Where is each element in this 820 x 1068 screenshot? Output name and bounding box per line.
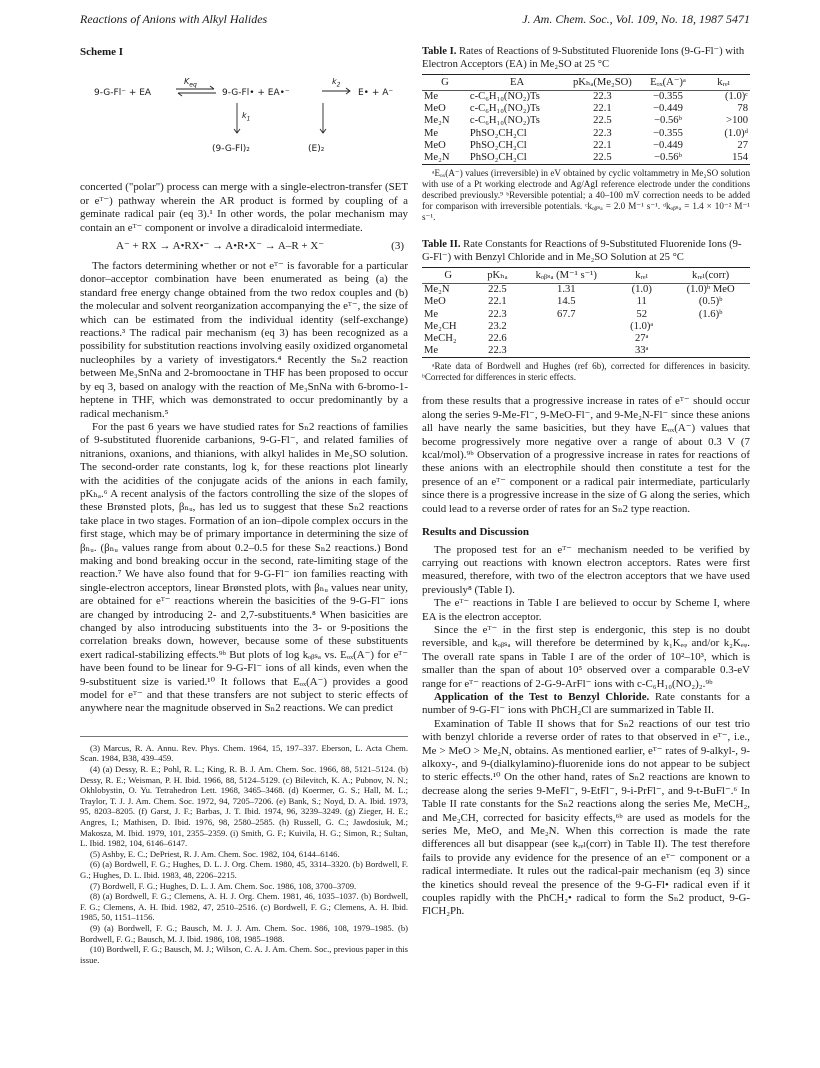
table-row: [422, 103, 750, 115]
table-cell: c-C₆H₁₀(NO₂)Ts: [469, 91, 540, 102]
table-2-caption-text: Rate Constants for Reactions of 9-Substituted Fluorenide Ions (9-G-Fl⁻) with Benzyl Chloride and in Me₂SO Solution at 25 °C: [422, 239, 742, 264]
table-cell: PhSO₂CH₂Cl: [469, 127, 527, 139]
table-cell: Me: [424, 91, 439, 102]
table-cell: c-C₆H₁₀(NO₂)Ts: [469, 103, 540, 115]
table-cell: c-C₆H₁₀(NO₂)Ts: [469, 115, 540, 127]
scheme-products: E• + A⁻: [358, 88, 394, 99]
paragraph-1: concerted ("polar") process can merge with a single-electron-transfer (SET or eᵀ⁻) pathway wherein the AR product is formed by coupling of a geminate radical pair (eq 3).¹ In other words, the polar mechanism may contain an eᵀ⁻ component or involve a diradicaloid intermediate.: [80, 181, 408, 234]
left-column: [80, 46, 408, 965]
paragraph-r5: [422, 691, 750, 718]
table-row: [422, 309, 750, 321]
table-cell: (1.0)ᵈ: [724, 127, 748, 139]
table-cell: −0.355: [653, 91, 683, 102]
reference-7: (7) Bordwell, F. G.; Hughes, D. L. J. Am. Chem. Soc. 1986, 108, 3700–3709.: [90, 880, 357, 891]
table-cell: [671, 321, 750, 333]
section-heading-results: Results and Discussion: [422, 526, 529, 539]
scheme-k1-label: $k_1$: [242, 111, 251, 123]
table-cell: MeO: [424, 139, 446, 151]
table-1-header-g: G: [422, 74, 468, 90]
paragraph-r5-text: Rate constants for a number of 9-G-Fl⁻ ions with PhCH₂Cl are summarized in Table II.: [422, 690, 750, 717]
table-cell: [520, 333, 612, 345]
table-cell: (1.0): [631, 284, 652, 296]
table-1-footnotes: ᵃEₒₓ(A⁻) values (irreversible) in eV obtained by cyclic voltammetry in Me₂SO solution with use of a Pt working electrode and Ag/AgI reference electrode under the conditions described previously.⁹ ᵇReversible potential; a 40–100 mV correction needs to be added for comparison with irreversible potentials. ᶜkₒᵦₛₐ = 2.0 M⁻¹ s⁻¹. ᵈkₒᵦₛₐ = 1.4 × 10⁻² M⁻¹ s⁻¹.: [422, 168, 750, 223]
scheme-k2-label: $k_2$: [332, 77, 341, 89]
table-cell: 154: [697, 152, 750, 165]
table-row: [422, 333, 750, 345]
scheme-intermediate: 9-G-Fl• + EA•⁻: [222, 88, 290, 99]
scheme-title: Scheme I: [80, 46, 124, 58]
table-cell: 22.3: [593, 91, 612, 102]
table-1-header-ea: EA: [468, 74, 566, 90]
table-2-label: Table II.: [422, 239, 461, 251]
table-cell: Me₂CH: [424, 320, 457, 332]
table-row: [422, 345, 750, 358]
table-cell: 22.3: [593, 127, 612, 139]
table-cell: Me₂N: [424, 284, 450, 296]
table-cell: Me₂N: [424, 115, 450, 127]
references: [80, 736, 408, 965]
table-cell: [520, 321, 612, 333]
paragraph-2: The factors determining whether or not eᵀ⁻ is favorable for a particular donor–acceptor combination have been enumerated as being (a) the standard free energy change obtained from the two redox couples and (b) the molecular and solvent reorganization accompanying the eᵀ⁻, the size of which can be estimated from the individual identity (self-exchange) reactions.³ The radical pair mechanism (eq 3) has been recognized as a possibility for substitution reactions involving easily oxidized organometal nucleophiles by a variety of investigators.⁴ Recently the Sₙ2 reaction between Me₃SnNa and 2-bromooctane in THF has been proposed to occur by eq 3, based on analogy with the reaction of Me₃SnNa with 6-bromo-1-heptene in THF, which was demonstrated to occur predominantly by a radical mechanism.⁵: [80, 260, 408, 420]
equation-3-number: (3): [391, 240, 404, 253]
table-row: [422, 140, 750, 152]
paragraph-r3: The eᵀ⁻ reactions in Table I are believed to occur by Scheme I, where EA is the electron acceptor.: [422, 597, 750, 623]
table-1-header-pkha: pKₕₐ(Me₂SO): [566, 74, 638, 90]
table-1-header-eox: Eₒₓ(A⁻)ᵃ: [638, 74, 697, 90]
paragraph-r4: Since the eᵀ⁻ in the first step is endergonic, this step is no doubt reversible, and kₒᵦₛₐ will therefore be determined by k₁Kₑᵩ and/or k₂Kₑᵩ. The overall rate spans in Table I are of the order of 10²–10³, which is smaller than the span of about 10⁵ observed over a comparable 0.3-eV range for eᵀ⁻ reactions of 2-G-9-ArFl⁻ ions with c-C₆H₁₀(NO₂)₂.⁹ᵇ: [422, 623, 750, 690]
table-2-header-kobsd: kₒᵦₛₐ (M⁻¹ s⁻¹): [520, 267, 612, 283]
down-arrow-dimer-icon: [318, 101, 328, 137]
table-cell: 22.3: [488, 308, 507, 320]
table-2-header-krel-corr: kᵣₑₗ(corr): [671, 267, 750, 283]
table-row: [422, 284, 750, 297]
table-cell: [671, 333, 750, 345]
table-row: [422, 296, 750, 308]
reference-9: (9) (a) Bordwell, F. G.; Bausch, M. J. J. Am. Chem. Soc. 1986, 108, 1979–1985. (b) Bordwell, F. G.; Bausch, M. J. Ibid. 1986, 108, 1985–1988.: [80, 922, 408, 944]
table-cell: 27ᵃ: [634, 333, 649, 345]
table-1-caption: [422, 46, 750, 72]
table-2-caption: [422, 239, 750, 265]
table-cell: >100: [726, 115, 748, 127]
table-row: [422, 128, 750, 140]
reference-3: (3) Marcus, R. A. Annu. Rev. Phys. Chem. 1964, 15, 197–337. Eberson, L. Acta Chem. Scan. 1984, B38, 439–459.: [80, 742, 408, 764]
table-cell: MeCH₂: [424, 333, 457, 345]
table-cell: −0.56ᵇ: [654, 115, 682, 127]
scheme-reactants: 9-G-Fl⁻ + EA: [94, 88, 152, 99]
table-2: [422, 267, 750, 359]
table-cell: 22.1: [488, 296, 507, 308]
table-row: [422, 115, 750, 127]
reference-8: (8) (a) Bordwell, F. G.; Clemens, A. H. J. Org. Chem. 1981, 46, 1035–1037. (b) Bordwell, F. G.; Clemens, A. H. Ibid. 1982, 47, 2510–2516. (c) Bordwell, F. G.; Clemens, A. H. Ibid. 1985, 50, 1151–1156.: [80, 891, 408, 923]
paragraph-r2: The proposed test for an eᵀ⁻ mechanism needed to be verified by carrying out reactions with known electron acceptors. Rates were first measured, therefore, with two of the electron acceptors that we have used previously⁸ (Table I).: [422, 543, 750, 596]
table-cell: MeO: [424, 296, 446, 308]
table-cell: 1.31: [557, 284, 576, 296]
table-row: [422, 91, 750, 104]
table-cell: −0.355: [653, 127, 683, 139]
table-1-header-krel: kᵣₑₗ: [697, 74, 750, 90]
paragraph-r6: Examination of Table II shows that for Sₙ2 reactions of our test trio with benzyl chloride a reverse order of rates to that observed in eᵀ⁻, i.e., Me > MeO > Me₂N, obtains. As mentioned earlier, eᵀ⁻ rates of 9-alkyl-, 9-alkoxy-, and 9-(dialkylamino)-fluorenide ions do not appear to be subject to steric effects.¹⁰ On the other hand, rates of Sₙ2 reactions are known to decrease along the series 9-MeFl⁻, 9-EtFl⁻, 9-i-PrFl⁻, and 9-t-BuFl⁻.⁶ In Table II rate constants for the Sₙ2 reactions along the series Me, MeCH₂, and Me₂CH, corrected for basicity effects,⁶ᵇ are used as models for the series Me, MeO, and Me₂N. When this correction is made the rate differences all but disappear (see kᵣₑₗ(corr) in Table II). The test therefore fails to provide any evidence for the presence of an eᵀ⁻ component or a radical intermediate. It rules out the radical-pair mechanism (eq 3) since the kinetics should reveal the presence of the 9-G-Fl• radical even if it couples rapidly with the PhCH₂• radical to form the Sₙ2 product, 9-G-FlCH₂Ph.: [422, 717, 750, 918]
paragraph-3: For the past 6 years we have studied rates for Sₙ2 reactions of families of 9-substituted fluorenide carbanions, 9-G-Fl⁻, and related families of nitranions, oxanions, and thianions, with alkyl halides in Me₂SO solution. The second-order rate constants, log k, for these reactions plot linearly with the acidities of the conjugate acids of the anions in each family, pKₕₐ.⁶ A recent analysis of the factors controlling the size of the slopes of these Brønsted plots, βₙᵤ, has led us to suggest that these Sₙ2 reactions take place in two stages. Formation of an ion–dipole complex occurs in the first stage, which may be of primary importance in determining the size of βₙᵤ. (βₙᵤ values range from about 0.2–0.5 for these Sₙ2 reactions.) Bond making and bond breaking occur in the second, rate-limiting stage of the reaction.⁷ We have also found that for 9-G-Fl⁻ ion families reacting with single-electron acceptors, linear Brønsted plots, with βₙᵤ values near unity, are obtained for eᵀ⁻ reactions wherein the basicities of the 9-G-Fl⁻ ions are changed by introducing 2- and 2,7-substituents.⁸ When basicities are changed by also introducing substituents into the 3- or 9-positions the correlation breaks down, however, because some of these substituents exert radical-stabilizing effects.⁹ᵇ But plots of log kₒᵦₛₐ vs. Eₒₓ(A⁻) for eᵀ⁻ have been found to be linear for 9-G-Fl⁻ ions of all kinds, even when the 9-substituent size is varied.¹⁰ It follows that Eₒₓ(A⁻) provides a good model for eᵀ⁻ and that these transfers are not subject to steric effects of anywhere near the magnitude observed in Sₙ2 reactions. We can predict: [80, 420, 408, 715]
reference-4: (4) (a) Dessy, R. E.; Pohl, R. L.; King, R. B. J. Am. Chem. Soc. 1966, 88, 5121–5124. (b) Dessy, R. E.; Weisman, P. H. Ibid. 1966, 88, 5124–5129. (c) Bilevitch, K. A.; Pubnov, N. N.; Okhlobystin, O. Yu. Tetrahedron Lett. 1968, 3465–3468. (d) Koermer, G. S.; Hall, M. L.; Traylor, T. J. J. Am. Chem. Soc. 1972, 94, 7205–7206. (e) Bank, S.; Noyd, D. A. Ibid. 1973, 95, 8203–8205. (f) Garst, J. F.; Barbas, J. T. Ibid. 1974, 96, 3239–3249. (g) Zieger, H. E.; Angres, I.; Mathisen, D. Ibid. 1976, 98, 2580–2585. (h) Russell, G. C.; Jawdosiuk, M.; Makosza, M. Ibid. 1979, 101, 2355–2359. (i) Smith, G. F.; Kuivila, H. G.; Simon, R.; Sultan, L. Ibid. 1982, 104, 6146–6147.: [80, 764, 408, 849]
table-cell: (1.0)ᶜ: [724, 91, 748, 102]
table-cell: 22.5: [566, 152, 638, 165]
table-cell: (0.5)ᵇ: [698, 296, 723, 308]
table-1: [422, 74, 750, 166]
table-cell: 22.1: [593, 103, 612, 115]
table-cell: 78: [737, 103, 748, 115]
table-cell: Me: [424, 308, 439, 320]
equation-3-expression: A⁻ + RX → A•RX•⁻ → A•R•X⁻ → A–R + X⁻: [116, 240, 325, 253]
table-cell: 27: [737, 139, 748, 151]
table-2-header-g: G: [422, 267, 474, 283]
table-cell: Me: [424, 127, 439, 139]
down-arrow-k1-icon: [232, 101, 242, 137]
table-2-footnotes: ᵃRate data of Bordwell and Hughes (ref 6b), corrected for differences in basicity. ᵇCorrected for differences in steric effects.: [422, 361, 750, 383]
table-cell: 52: [636, 308, 648, 320]
header-article-title: Reactions of Anions with Alkyl Halides: [80, 12, 268, 26]
table-cell: 22.5: [488, 284, 507, 296]
table-cell: (1.0)ᵇ MeO: [686, 284, 735, 296]
table-row: [422, 321, 750, 333]
table-cell: Me: [422, 345, 474, 358]
table-cell: PhSO₂CH₂Cl: [469, 139, 527, 151]
header-journal-citation: J. Am. Chem. Soc., Vol. 109, No. 18, 1987 5471: [522, 12, 750, 26]
table-2-header-pkha: pKₕₐ: [474, 267, 520, 283]
paragraph-r5-heading: Application of the Test to Benzyl Chloride.: [434, 690, 650, 703]
table-cell: 22.1: [593, 139, 612, 151]
reference-6: (6) (a) Bordwell, F. G.; Hughes, D. L. J. Org. Chem. 1980, 45, 3314–3320. (b) Bordwell, F. G.; Hughes, D. L. Ibid. 1983, 48, 2206–2215.: [80, 859, 408, 880]
table-cell: 22.6: [488, 333, 507, 345]
scheme-keq-label: $K_{eq}$: [184, 77, 197, 89]
table-cell: Me₂N: [422, 152, 468, 165]
reference-10: (10) Bordwell, F. G.; Bausch, M. J.; Wilson, C. A. J. Am. Chem. Soc., previous paper in this issue.: [80, 944, 408, 965]
scheme-i: [80, 61, 408, 181]
table-1-label: Table I.: [422, 46, 457, 57]
table-cell: (1.6)ᵇ: [698, 308, 723, 320]
table-1-caption-text: Rates of Reactions of 9-Substituted Fluorenide Ions (9-G-Fl⁻) with Electron Acceptors (EA) in Me₂SO at 25 °C: [422, 46, 745, 70]
table-cell: −0.449: [653, 139, 683, 151]
paragraph-r1: from these results that a progressive increase in rates of eᵀ⁻ should occur along the series 9-Me-Fl⁻, 9-MeO-Fl⁻, and 9-Me₂N-Fl⁻ since these anions all have nearly the same basicities, but they have Eₒₓ(A⁻) values that become progressively more negative over a range of about 0.3 V (7 kcal/mol).⁹ᵇ Observation of a progressive increase in rates for reactions of these anions with an electrophile should then constitute a test for the presence of an eᵀ⁻ component or a radical pair intermediate, particularly since there is a progressive increase in the size of G along the series, which could lead to a reverse order of rates for an Sₙ2 type reaction.: [422, 395, 750, 515]
right-column: [422, 46, 750, 919]
table-cell: 22.5: [593, 115, 612, 127]
table-cell: [671, 345, 750, 358]
table-cell: 67.7: [557, 308, 576, 320]
equation-3: [80, 238, 408, 258]
scheme-fluorenyl-dimer: (9-G-Fl)₂: [212, 144, 250, 155]
table-cell: PhSO₂CH₂Cl: [468, 152, 566, 165]
table-cell: −0.449: [653, 103, 683, 115]
table-row: [422, 152, 750, 165]
table-cell: 22.3: [474, 345, 520, 358]
running-header: [80, 12, 750, 30]
table-cell: 33ᵃ: [612, 345, 671, 358]
table-cell: 11: [636, 296, 647, 308]
table-cell: 14.5: [557, 296, 576, 308]
table-2-header-krel: kᵣₑₗ: [612, 267, 671, 283]
table-cell: (1.0)ᵃ: [630, 320, 654, 332]
table-cell: [520, 345, 612, 358]
table-cell: MeO: [424, 103, 446, 115]
reference-5: (5) Ashby, E. C.; DePriest, R. J. Am. Chem. Soc. 1982, 104, 6144–6146.: [90, 848, 340, 859]
table-cell: −0.56ᵇ: [638, 152, 697, 165]
table-cell: 23.2: [488, 320, 507, 332]
scheme-e-dimer: (E)₂: [308, 144, 325, 155]
